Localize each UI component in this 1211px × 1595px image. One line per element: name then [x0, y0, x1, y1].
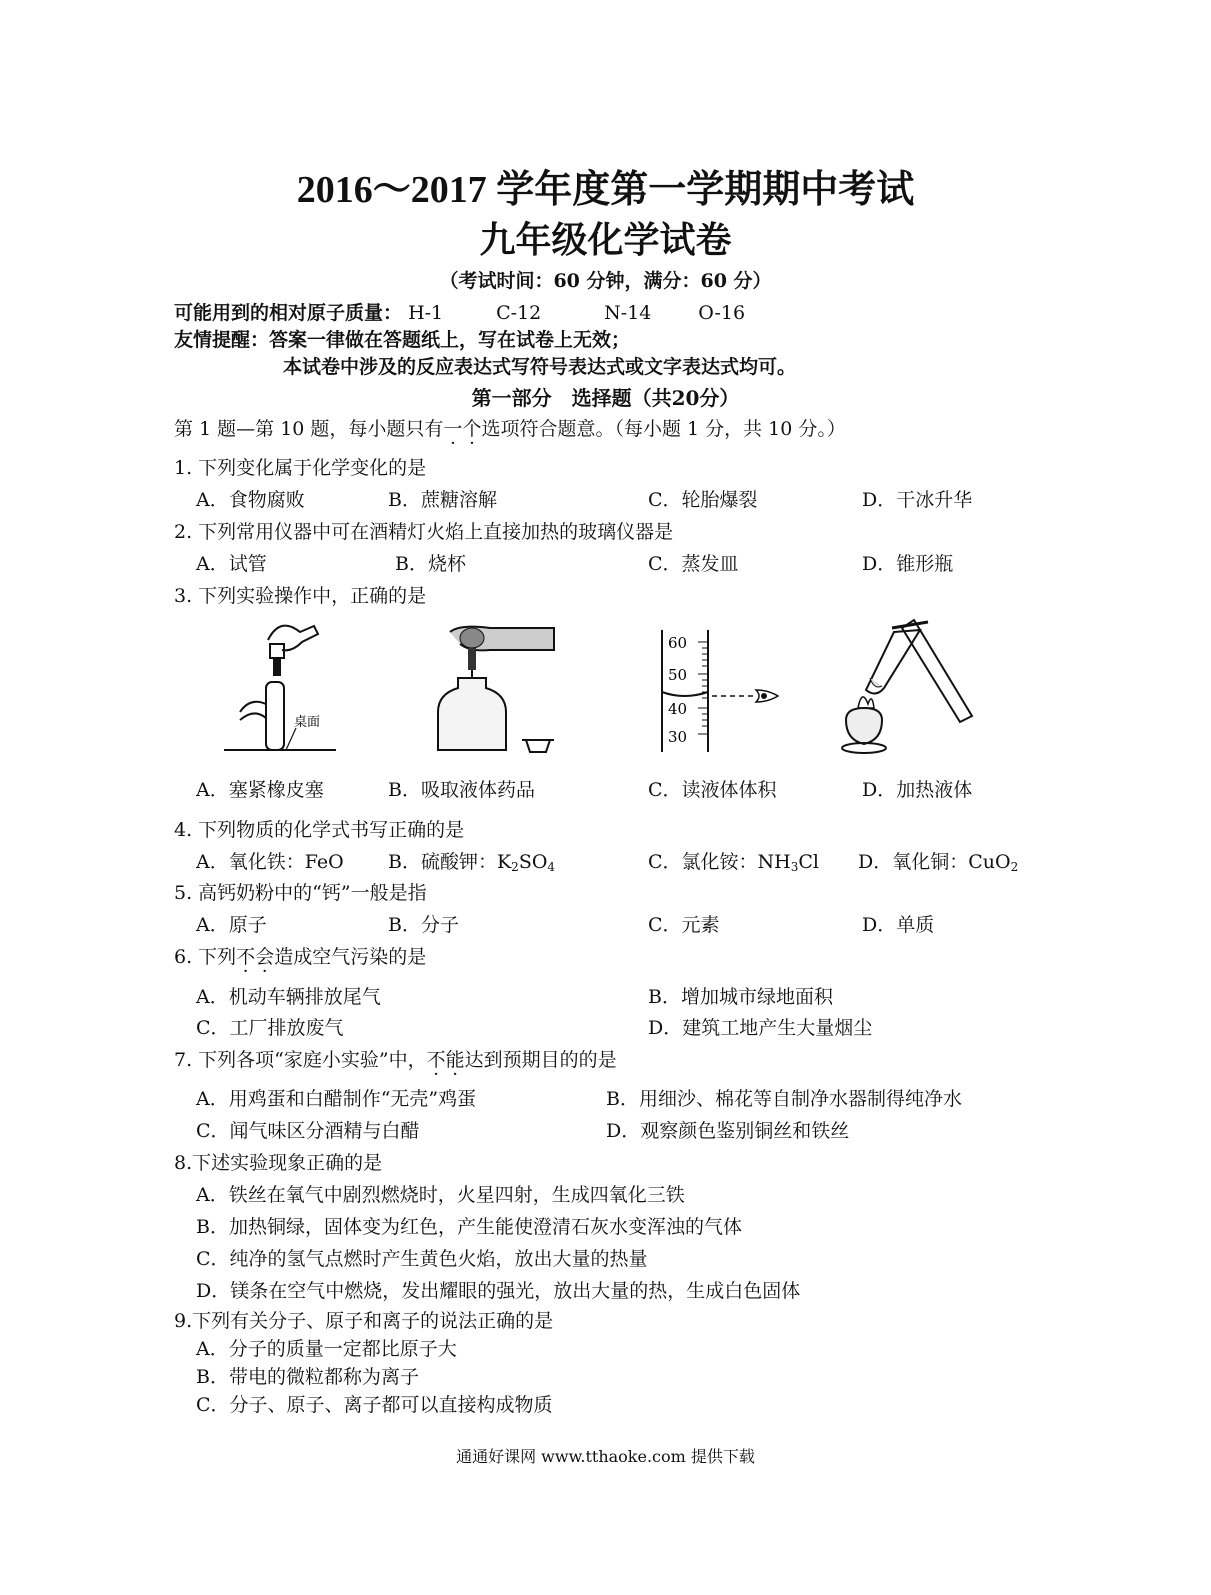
q2-option-c: C．蒸发皿 [648, 553, 739, 575]
q8-option-d: D．镁条在空气中燃烧，发出耀眼的强光，放出大量的热，生成白色固体 [196, 1280, 801, 1302]
page-footer: 通通好课网 www.tthaoke.com 提供下载 [456, 1447, 755, 1466]
q5-option-c: C．元素 [648, 914, 720, 936]
instruction-post: 选项符合题意。（每小题 1 分，共 10 分。） [481, 418, 846, 440]
q4-b-formula-part: K [496, 851, 512, 873]
q4-d-subscript: 2 [1010, 860, 1019, 874]
q2-option-a: A．试管 [196, 553, 267, 575]
exam-subtitle: 九年级化学试卷 [479, 219, 732, 261]
q4-option-d [858, 847, 1018, 874]
reminder-label: 友情提醒： [174, 329, 270, 351]
atomic-mass-n: N-14 [604, 302, 652, 324]
atomic-mass-o: O-16 [698, 302, 746, 324]
q9-option-b: B．带电的微粒都称为离子 [196, 1366, 419, 1388]
q6-option-a: A．机动车辆排放尾气 [196, 986, 381, 1008]
q4-option-b [388, 847, 555, 874]
q7-stem-pre: 7. 下列各项“家庭小实验”中， [174, 1049, 427, 1071]
tick-30: 30 [668, 728, 688, 746]
q4-d-label: D．氧化铜： [858, 851, 969, 873]
reminder-line-1 [174, 325, 630, 352]
question-6-stem [174, 942, 426, 969]
q4-a-formula: FeO [304, 851, 344, 873]
q5-option-b: B．分子 [388, 914, 459, 936]
label-table: 桌面 [294, 715, 321, 730]
question-1-stem: 1. 下列变化属于化学变化的是 [174, 457, 427, 479]
part1-heading: 第一部分 选择题（共20分） [471, 386, 740, 410]
q4-b-formula-part: SO [518, 851, 548, 873]
q9-option-a: A．分子的质量一定都比原子大 [196, 1338, 457, 1360]
reminder-text-1: 答案一律做在答题纸上，写在试卷上无效； [269, 329, 631, 351]
atomic-mass-line [174, 298, 745, 325]
exam-info: （考试时间：60 分钟，满分：60 分） [439, 270, 772, 292]
q4-d-formula-part: CuO [968, 851, 1011, 873]
q4-b-subscript: 2 [511, 860, 519, 874]
atomic-mass-label: 可能用到的相对原子质量： [174, 302, 403, 324]
q4-a-label: A．氧化铁： [196, 851, 305, 873]
q9-option-c: C．分子、原子、离子都可以直接构成物质 [196, 1394, 553, 1416]
q6-option-c: C．工厂排放废气 [196, 1017, 344, 1039]
q3-option-b: B．吸取液体药品 [388, 779, 535, 801]
emphasis-char: 会 [255, 946, 275, 968]
question-7-stem [174, 1045, 617, 1072]
tick-40: 40 [668, 700, 688, 718]
reminder-line-2: 本试卷中涉及的反应表达式写符号表达式或文字表达式均可。 [283, 356, 797, 378]
q7-option-a: A．用鸡蛋和白醋制作“无壳”鸡蛋 [196, 1088, 477, 1110]
q1-option-a: A．食物腐败 [196, 489, 305, 511]
question-2-stem: 2. 下列常用仪器中可在酒精灯火焰上直接加热的玻璃仪器是 [174, 521, 674, 543]
q6-stem-pre: 6. 下列 [174, 946, 237, 968]
q1-option-d: D．干冰升华 [862, 489, 973, 511]
q3-option-a: A．塞紧橡皮塞 [196, 779, 324, 801]
q3-option-c: C．读液体体积 [648, 779, 777, 801]
q5-option-a: A．原子 [196, 914, 267, 936]
q4-option-c [648, 847, 819, 874]
atomic-mass-h: H-1 [408, 302, 444, 324]
tick-60: 60 [668, 634, 688, 652]
q4-option-a [196, 847, 344, 874]
q4-c-formula-part: Cl [798, 851, 820, 873]
question-8-stem: 8.下述实验现象正确的是 [174, 1152, 383, 1174]
emphasis-char: 能 [445, 1049, 465, 1071]
atomic-mass-c: C-12 [496, 302, 542, 324]
q8-option-c: C．纯净的氢气点燃时产生黄色火焰，放出大量的热量 [196, 1248, 648, 1270]
tick-50: 50 [668, 666, 688, 684]
q7-option-b: B．用细沙、棉花等自制净水器制得纯净水 [606, 1088, 962, 1110]
part1-instruction [174, 414, 846, 441]
q6-stem-post: 造成空气污染的是 [274, 946, 427, 968]
q4-c-formula-part: NH [757, 851, 791, 873]
instruction-pre: 第 1 题—第 10 题，每小题只有 [174, 418, 444, 440]
q7-option-c: C．闻气味区分酒精与白醋 [196, 1120, 420, 1142]
q8-option-a: A．铁丝在氧气中剧烈燃烧时，火星四射，生成四氧化三铁 [196, 1184, 685, 1206]
exam-title: 2016～2017 学年度第一学期期中考试 [296, 169, 915, 211]
figure-heating-liquid [832, 616, 982, 756]
q8-option-b: B．加热铜绿，固体变为红色，产生能使澄清石灰水变浑浊的气体 [196, 1216, 742, 1238]
q6-option-d: D．建筑工地产生大量烟尘 [648, 1017, 873, 1039]
q5-option-d: D．单质 [862, 914, 935, 936]
q4-b-subscript: 4 [547, 860, 556, 874]
question-9-stem: 9.下列有关分子、原子和离子的说法正确的是 [174, 1310, 554, 1332]
q3-option-d: D．加热液体 [862, 779, 973, 801]
q2-option-d: D．锥形瓶 [862, 553, 954, 575]
figure-dropper-bottle [430, 622, 560, 757]
q4-c-label: C．氯化铵： [648, 851, 758, 873]
emphasis-char: 一 [443, 418, 463, 440]
q4-b-label: B．硫酸钾： [388, 851, 497, 873]
question-3-stem: 3. 下列实验操作中，正确的是 [174, 585, 427, 607]
q6-option-b: B．增加城市绿地面积 [648, 986, 833, 1008]
q7-option-d: D．观察颜色鉴别铜丝和铁丝 [606, 1120, 850, 1142]
figure-insert-stopper [220, 612, 340, 757]
emphasis-char: 不 [236, 946, 256, 968]
question-5-stem: 5. 高钙奶粉中的“钙”一般是指 [174, 882, 427, 904]
figure-graduated-cylinder [656, 630, 796, 755]
q1-option-b: B．蔗糖溶解 [388, 489, 497, 511]
emphasis-char: 个 [462, 418, 482, 440]
question-4-stem: 4. 下列物质的化学式书写正确的是 [174, 819, 465, 841]
q4-c-subscript: 3 [790, 860, 799, 874]
q1-option-c: C．轮胎爆裂 [648, 489, 758, 511]
q7-stem-post: 达到预期目的的是 [464, 1049, 617, 1071]
q2-option-b: B．烧杯 [395, 553, 466, 575]
emphasis-char: 不 [426, 1049, 446, 1071]
